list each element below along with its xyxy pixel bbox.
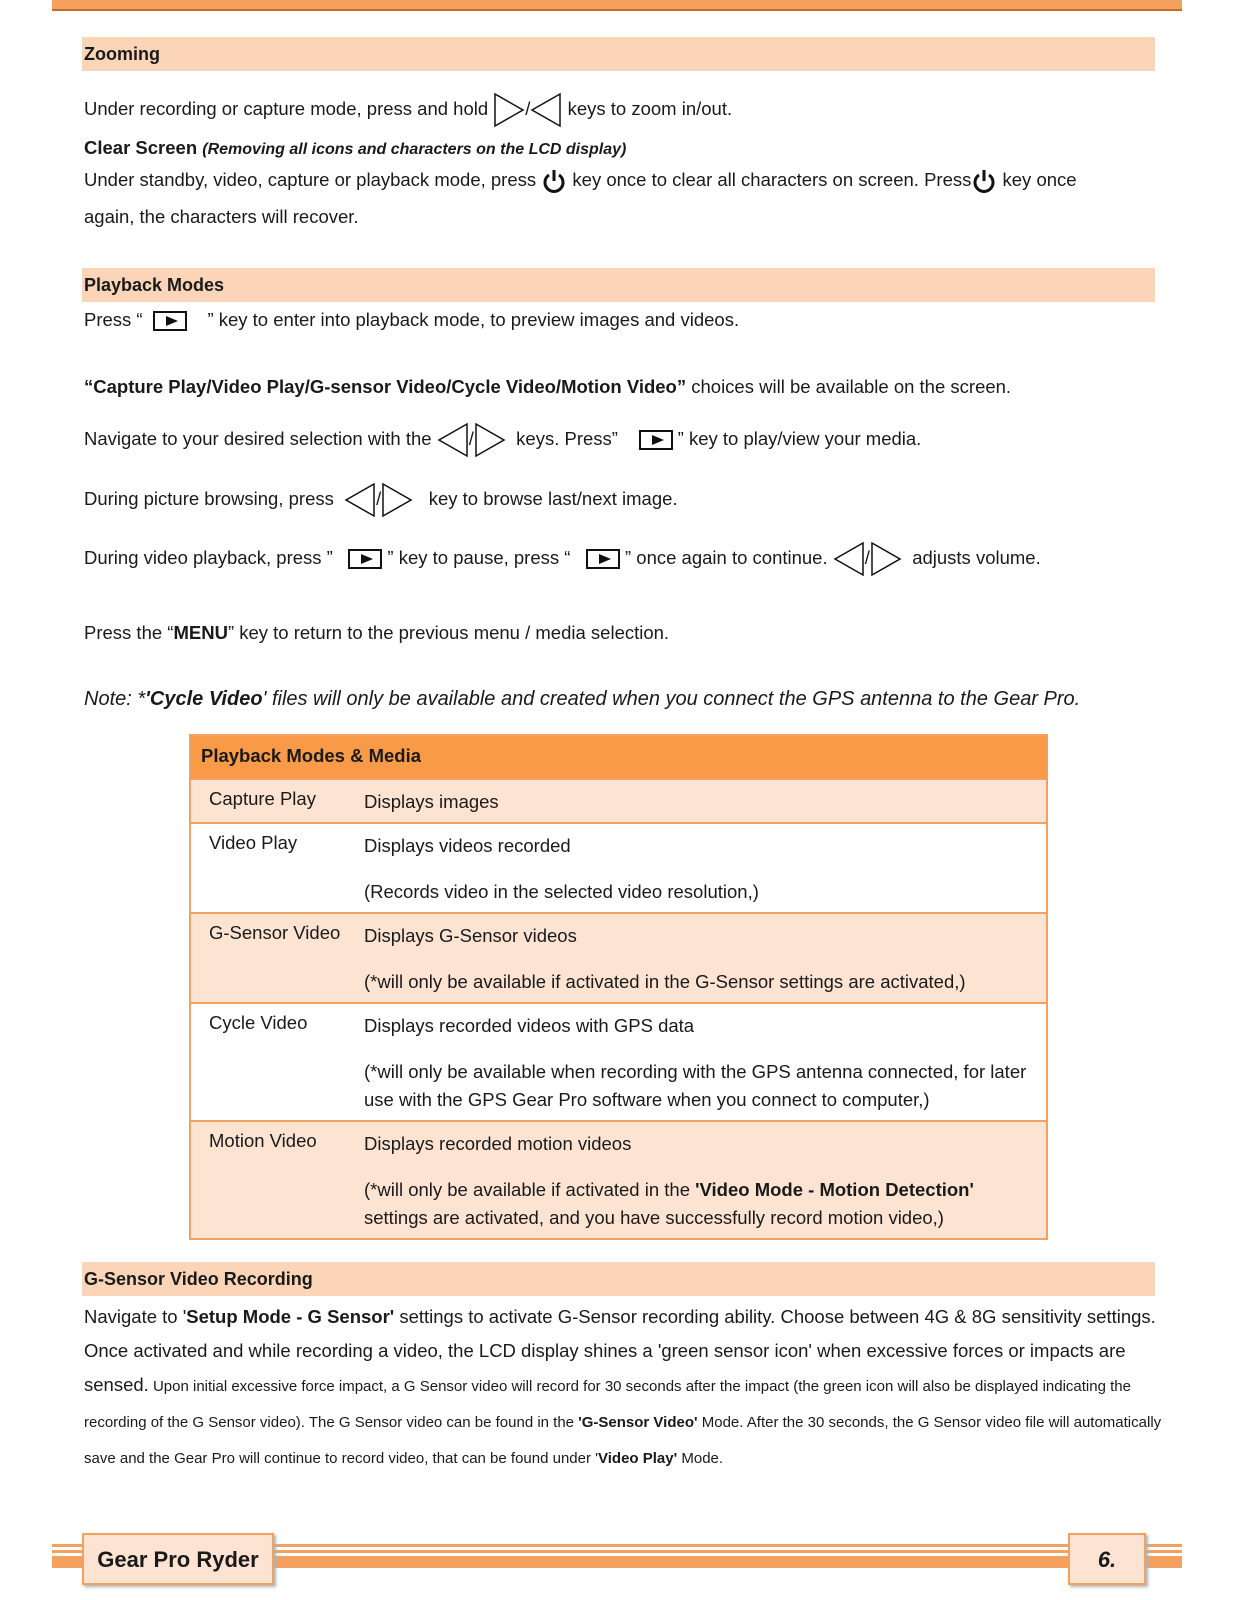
mode-desc-line: Displays images bbox=[364, 791, 499, 812]
gsensor-small-text bbox=[84, 1378, 1161, 1467]
playback-press-line bbox=[84, 308, 739, 332]
playback-modes-table bbox=[189, 734, 1048, 1240]
mode-desc bbox=[364, 780, 1046, 822]
left-arrow-icon bbox=[530, 92, 562, 128]
clear-screen-text-4: again, the characters will recover. bbox=[84, 206, 359, 227]
browse-text-1: During picture browsing, press bbox=[84, 487, 334, 509]
mode-desc-note bbox=[364, 1176, 1034, 1232]
clear-screen-title: Clear Screen bbox=[84, 137, 198, 158]
gsensor-small-3: Mode. bbox=[677, 1450, 724, 1467]
menu-text-1: Press the “ bbox=[84, 622, 174, 643]
gsensor-paragraph bbox=[84, 1300, 1164, 1476]
choices-rest: choices will be available on the screen. bbox=[686, 376, 1012, 397]
play-key-icon bbox=[586, 549, 620, 569]
mode-name: Cycle Video bbox=[209, 1012, 308, 1033]
gsensor-text-1: Navigate to ' bbox=[84, 1306, 187, 1327]
table-row bbox=[191, 1122, 1046, 1238]
cycle-video-note bbox=[84, 688, 1080, 711]
table-row bbox=[191, 780, 1046, 824]
mode-desc-line: Displays G-Sensor videos bbox=[364, 925, 577, 946]
clear-screen-line-1 bbox=[84, 168, 1077, 194]
gsensor-small-bold-2: Video Play' bbox=[598, 1450, 678, 1467]
right-arrow-icon bbox=[493, 92, 525, 128]
right-arrow-icon bbox=[381, 482, 413, 518]
mode-desc-line: Displays recorded motion videos bbox=[364, 1133, 632, 1154]
footer-brand: Gear Pro Ryder bbox=[82, 1533, 274, 1585]
power-icon bbox=[541, 168, 567, 194]
clear-screen-subtitle: (Removing all icons and characters on the LCD display) bbox=[202, 141, 627, 158]
left-arrow-icon bbox=[437, 422, 469, 458]
section-heading-playback: Playback Modes bbox=[82, 268, 1155, 302]
mode-name: Motion Video bbox=[209, 1130, 317, 1151]
play-key-icon bbox=[348, 549, 382, 569]
note-bold: 'Video Mode - Motion Detection' bbox=[695, 1179, 974, 1200]
mode-name: Capture Play bbox=[209, 788, 316, 809]
clear-screen-text-3: key once bbox=[1002, 169, 1077, 190]
play-key-icon bbox=[153, 311, 187, 331]
mode-desc bbox=[364, 824, 1046, 912]
play-key-icon bbox=[639, 430, 673, 450]
table-row bbox=[191, 914, 1046, 1004]
mode-desc bbox=[364, 1122, 1046, 1238]
power-icon bbox=[971, 168, 997, 194]
mode-name: Video Play bbox=[209, 832, 298, 853]
note-text-2: ' files will only be available and created when you connect the GPS antenna to the Gear Pro. bbox=[262, 688, 1081, 710]
section-heading-zooming: Zooming bbox=[82, 37, 1155, 71]
mode-desc-line: Displays videos recorded bbox=[364, 835, 571, 856]
gsensor-small-1: Upon initial excessive force impact, a G Sensor video will record for 30 seconds after the impact (the green icon will also be displayed indicating the recording of the G Sensor video). The G Sensor video can be found in the bbox=[84, 1378, 1131, 1431]
video-text-1: During video playback, press ” bbox=[84, 546, 333, 568]
zoom-text-before: Under recording or capture mode, press and hold bbox=[84, 97, 489, 119]
mode-name: G-Sensor Video bbox=[209, 922, 341, 943]
mode-desc bbox=[364, 914, 1046, 1002]
clear-screen-text-2: key once to clear all characters on screen. Press bbox=[572, 169, 972, 190]
note-after: settings are activated, and you have successfully record motion video,) bbox=[364, 1207, 944, 1228]
note-before: (*will only be available if activated in the bbox=[364, 1179, 696, 1200]
nav-text-1: Navigate to your desired selection with the bbox=[84, 427, 432, 449]
table-row bbox=[191, 824, 1046, 914]
clear-screen-text-1: Under standby, video, capture or playback mode, press bbox=[84, 169, 537, 190]
note-bold: 'Cycle Video bbox=[145, 688, 263, 710]
navigate-line: Navigate to your desired selection with the / keys. Press” ” key to play/view your media. bbox=[84, 422, 921, 458]
menu-text-2: ” key to return to the previous menu / media selection. bbox=[227, 622, 670, 643]
press-text-1: Press “ bbox=[84, 309, 143, 330]
choices-bold: “Capture Play/Video Play/G-sensor Video/Cycle Video/Motion Video” bbox=[84, 376, 687, 397]
gsensor-small-2: Mode. After the 30 seconds, the G Sensor video file will automatically save and the Gear Pro will continue to record video, that can be found under ' bbox=[84, 1414, 1162, 1467]
mode-desc-line: Displays recorded videos with GPS data bbox=[364, 1015, 695, 1036]
nav-text-3: ” key to play/view your media. bbox=[677, 427, 922, 449]
menu-line bbox=[84, 621, 669, 645]
press-text-2: ” key to enter into playback mode, to preview images and videos. bbox=[207, 309, 740, 330]
gsensor-small-bold-1: 'G-Sensor Video' bbox=[578, 1414, 698, 1431]
top-rule bbox=[52, 0, 1182, 11]
mode-desc-note: (*will only be available if activated in the G-Sensor settings are activated,) bbox=[364, 971, 966, 992]
left-arrow-icon bbox=[833, 541, 865, 577]
clear-screen-title-line bbox=[84, 136, 626, 162]
note-text-1: Note: * bbox=[84, 688, 146, 710]
zoom-text-after: keys to zoom in/out. bbox=[567, 97, 733, 119]
menu-bold: MENU bbox=[173, 622, 228, 643]
table-title: Playback Modes & Media bbox=[191, 736, 1046, 780]
left-arrow-icon bbox=[344, 482, 376, 518]
right-arrow-icon bbox=[474, 422, 506, 458]
nav-text-2: keys. Press” bbox=[516, 427, 618, 449]
section-heading-gsensor: G-Sensor Video Recording bbox=[82, 1262, 1155, 1296]
browse-text-2: key to browse last/next image. bbox=[428, 487, 678, 509]
choices-line bbox=[84, 375, 1011, 399]
video-text-2: ” key to pause, press “ bbox=[387, 546, 571, 568]
video-playback-line: During video playback, press ” ” key to pause, press “ ” once again to continue. / adjusts volume. bbox=[84, 541, 1041, 577]
right-arrow-icon bbox=[870, 541, 902, 577]
gsensor-text-2: settings to activate G-Sensor recording ability. Choose between 4G & 8G sensitivity settings. Once activated and while recording a video, the LCD display shines a 'green sensor icon' when excessive forces or impacts are sensed. bbox=[84, 1306, 1156, 1395]
mode-desc-note: (Records video in the selected video resolution,) bbox=[364, 881, 759, 902]
zoom-line bbox=[84, 92, 732, 128]
page-number: 6. bbox=[1068, 1533, 1146, 1585]
zoom-slash: / bbox=[525, 97, 531, 119]
browse-line: During picture browsing, press / key to browse last/next image. bbox=[84, 482, 678, 518]
mode-desc-note: (*will only be available when recording with the GPS antenna connected, for later use with the GPS Gear Pro software when you connect to computer,) bbox=[364, 1061, 1027, 1110]
table-row bbox=[191, 1004, 1046, 1122]
video-text-3: ” once again to continue. bbox=[625, 546, 828, 568]
video-text-4: adjusts volume. bbox=[912, 546, 1041, 568]
gsensor-bold-1: Setup Mode - G Sensor' bbox=[186, 1306, 395, 1327]
mode-desc bbox=[364, 1004, 1046, 1120]
